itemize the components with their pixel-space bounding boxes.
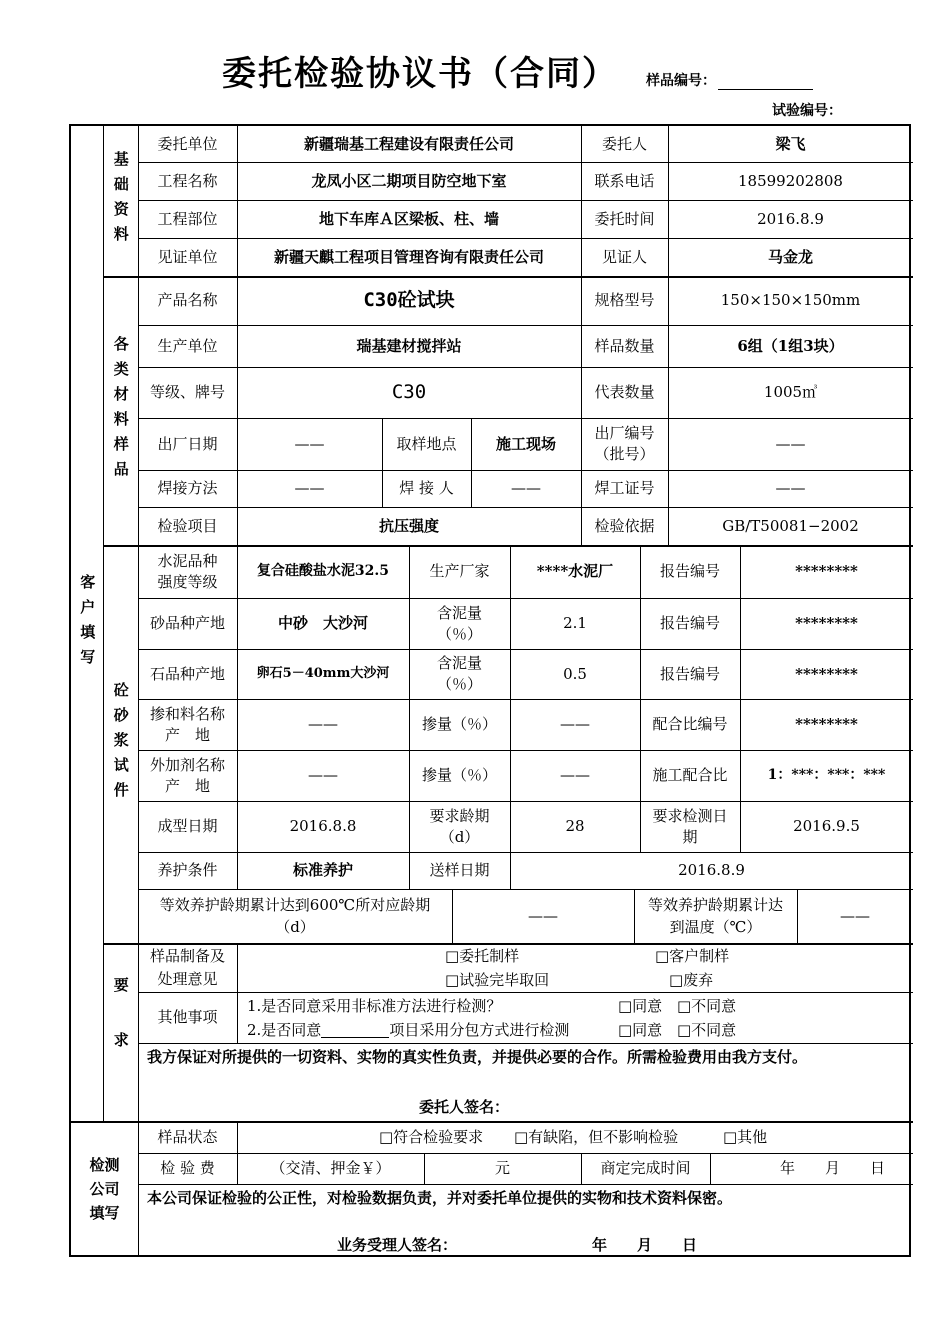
customer-prep-checkbox[interactable]: □客户制样 [655, 946, 730, 965]
sample-number-label: 样品编号： [646, 73, 716, 89]
stone-value[interactable]: 卵石5－40mm大沙河 [256, 666, 390, 682]
q1-agree-checkbox[interactable]: □同意 [618, 996, 663, 1015]
rep-qty-value[interactable]: 1005㎥ [763, 383, 818, 402]
witness-value[interactable]: 马金龙 [767, 247, 813, 266]
question-1: 1.是否同意采用非标准方法进行检测？ [247, 996, 502, 1015]
client-fill-label: 客户填写 [78, 573, 97, 674]
other-matters-label: 其他事项 [157, 1008, 218, 1027]
q2-disagree-checkbox[interactable]: □不同意 [677, 1020, 737, 1039]
report1-label: 报告编号 [659, 562, 720, 581]
stone-mud-label: 含泥量 （％） [436, 654, 482, 693]
lab-guarantee-statement: 本公司保证检验的公正性，对检验数据负责，并对委托单位提供的实物和技术资料保密。 [147, 1188, 733, 1207]
maker-value[interactable]: ****水泥厂 [536, 562, 614, 581]
discard-checkbox[interactable]: □废弃 [669, 970, 714, 989]
grade-label: 等级、牌号 [149, 383, 225, 402]
admix-value[interactable]: —— [308, 715, 338, 734]
welder-value[interactable]: —— [511, 479, 541, 498]
test-item-label: 检验项目 [157, 516, 218, 535]
welder-cert-value[interactable]: —— [775, 479, 806, 498]
sand-value[interactable]: 中砂 大沙河 [277, 614, 368, 633]
equiv-age-value[interactable]: —— [528, 906, 558, 925]
client-prep-checkbox[interactable]: □委托制样 [445, 946, 520, 965]
client-guarantee-statement: 我方保证对所提供的一切资料、实物的真实性负责，并提供必要的合作。所需检验费用由我方支付。 [147, 1047, 808, 1066]
q1-disagree-checkbox[interactable]: □不同意 [677, 996, 737, 1015]
handler-date[interactable]: 年 月 日 [592, 1235, 698, 1254]
report3-value[interactable]: ******** [795, 664, 858, 683]
project-name-value[interactable]: 龙凤小区二期项目防空地下室 [311, 171, 507, 190]
page-title: 委托检验协议书（合同） [222, 54, 618, 94]
producer-value[interactable]: 瑞基建材搅拌站 [356, 336, 462, 355]
additive-dose-value[interactable]: —— [560, 766, 590, 785]
witness-label: 见证人 [601, 247, 647, 266]
requirements-label: 要求 [111, 977, 130, 1087]
product-name-label: 产品名称 [157, 291, 218, 310]
send-date-value[interactable]: 2016.8.9 [678, 861, 745, 880]
sample-qty-label: 样品数量 [594, 336, 655, 355]
test-basis-value[interactable]: GB/T50081−2002 [722, 516, 859, 535]
cement-label: 水泥品种 强度等级 [157, 551, 218, 591]
equiv-temp-label: 等效养护龄期累计达 到温度（℃） [647, 895, 783, 936]
concrete-label: 砼砂浆试件 [111, 681, 130, 807]
retrieve-checkbox[interactable]: □试验完毕取回 [445, 970, 550, 989]
producer-label: 生产单位 [157, 336, 218, 355]
factory-date-value[interactable]: —— [294, 434, 325, 453]
sample-number-blank[interactable] [718, 75, 813, 90]
entrust-time-label: 委托时间 [594, 209, 655, 228]
materials-label: 各类材料样品 [111, 335, 130, 486]
age-value[interactable]: 28 [565, 817, 585, 836]
witness-unit-label: 见证单位 [157, 247, 218, 266]
cement-value[interactable]: 复合硅酸盐水泥32.5 [256, 563, 390, 579]
test-date-label: 要求检测日 期 [652, 806, 728, 846]
cast-date-value[interactable]: 2016.8.8 [289, 817, 357, 836]
contract-form-table [69, 124, 911, 1257]
test-basis-label: 检验依据 [594, 516, 655, 535]
spec-value[interactable]: 150×150×150mm [720, 291, 861, 310]
sample-number-field [646, 70, 813, 90]
admix-dose-label: 掺量（％） [421, 715, 497, 734]
site-mix-value[interactable]: 1：***：***：*** [767, 767, 886, 783]
witness-unit-value[interactable]: 新疆天麒工程项目管理咨询有限责任公司 [273, 247, 544, 266]
client-unit-value[interactable]: 新疆瑞基工程建设有限责任公司 [303, 134, 514, 153]
factory-no-value[interactable]: —— [775, 434, 806, 453]
report2-label: 报告编号 [659, 614, 720, 633]
test-item-value[interactable]: 抗压强度 [378, 516, 439, 535]
client-unit-label: 委托单位 [157, 134, 218, 153]
additive-value[interactable]: —— [308, 766, 338, 785]
fee-amount-unit[interactable]: 元 [494, 1159, 510, 1178]
cast-date-label: 成型日期 [157, 817, 218, 836]
admix-label: 掺和料名称 产 地 [149, 704, 225, 744]
welder-cert-label: 焊工证号 [594, 479, 655, 498]
grade-value[interactable]: C30 [391, 381, 427, 404]
weld-method-value[interactable]: —— [294, 479, 325, 498]
report1-value[interactable]: ******** [795, 562, 858, 581]
report2-value[interactable]: ******** [795, 614, 858, 633]
mix-no-label: 配合比编号 [652, 715, 728, 734]
basic-info-label: 基础资料 [111, 151, 130, 251]
spec-label: 规格型号 [594, 291, 655, 310]
test-date-value[interactable]: 2016.9.5 [793, 817, 860, 836]
status-ok-checkbox[interactable]: □符合检验要求 [379, 1127, 484, 1146]
curing-value[interactable]: 标准养护 [292, 861, 353, 880]
test-number-label: 试验编号： [772, 103, 842, 119]
status-other-checkbox[interactable]: □其他 [723, 1127, 768, 1146]
finish-time-label: 商定完成时间 [600, 1159, 691, 1178]
stone-mud-value[interactable]: 0.5 [563, 664, 587, 683]
report3-label: 报告编号 [659, 664, 720, 683]
entrust-time-value[interactable]: 2016.8.9 [757, 209, 824, 228]
project-part-label: 工程部位 [157, 209, 218, 228]
age-label: 要求龄期 （d） [429, 806, 490, 846]
project-name-label: 工程名称 [157, 171, 218, 190]
question-2: 2.是否同意 项目采用分包方式进行检测 [247, 1020, 570, 1039]
sample-status-label: 样品状态 [157, 1127, 218, 1146]
sand-mud-value[interactable]: 2.1 [563, 614, 587, 633]
q2-agree-checkbox[interactable]: □同意 [618, 1020, 663, 1039]
q2-project-blank[interactable] [321, 1023, 389, 1038]
sample-prep-label: 样品制备及 处理意见 [149, 947, 225, 988]
admix-dose-value[interactable]: —— [560, 715, 590, 734]
sand-mud-label: 含泥量 （％） [436, 603, 482, 643]
product-name-value[interactable]: C30砼试块 [363, 289, 455, 312]
send-date-label: 送样日期 [429, 861, 490, 880]
sand-label: 砂品种产地 [149, 614, 225, 633]
fee-note: （交清、押金￥） [270, 1159, 391, 1178]
lab-fill-label: 检测 公司 填写 [89, 1156, 120, 1222]
status-defect-checkbox[interactable]: □有缺陷，但不影响检验 [514, 1127, 679, 1146]
sampling-place-label: 取样地点 [396, 434, 457, 453]
factory-date-label: 出厂日期 [157, 434, 218, 453]
factory-no-label: 出厂编号 （批号） [594, 424, 655, 463]
welder-label: 焊 接 人 [399, 479, 454, 498]
project-part-value[interactable]: 地下车库Ａ区梁板、柱、墙 [318, 209, 499, 228]
handler-signature-label: 业务受理人签名： [337, 1235, 458, 1254]
client-signature-label: 委托人签名： [419, 1097, 510, 1116]
phone-label: 联系电话 [594, 171, 655, 190]
site-mix-label: 施工配合比 [652, 766, 728, 785]
additive-label: 外加剂名称 产 地 [149, 755, 225, 795]
rep-qty-label: 代表数量 [594, 383, 655, 402]
client-person-label: 委托人 [601, 134, 647, 153]
equiv-age-label: 等效养护龄期累计达到600℃所对应龄期 （d） [159, 895, 431, 936]
stone-label: 石品种产地 [149, 664, 225, 683]
curing-label: 养护条件 [157, 861, 218, 880]
fee-label: 检 验 费 [160, 1159, 215, 1178]
mix-no-value[interactable]: ******** [795, 715, 858, 734]
additive-dose-label: 掺量（％） [421, 766, 497, 785]
finish-time-value[interactable]: 年 月 日 [779, 1159, 885, 1178]
sample-qty-value[interactable]: 6组（1组3块） [737, 336, 844, 355]
phone-value[interactable]: 18599202808 [738, 171, 843, 190]
sampling-place-value[interactable]: 施工现场 [495, 434, 556, 453]
weld-method-label: 焊接方法 [157, 479, 218, 498]
equiv-temp-value[interactable]: —— [840, 906, 870, 925]
maker-label: 生产厂家 [429, 562, 490, 581]
client-person-value[interactable]: 梁飞 [775, 134, 806, 153]
